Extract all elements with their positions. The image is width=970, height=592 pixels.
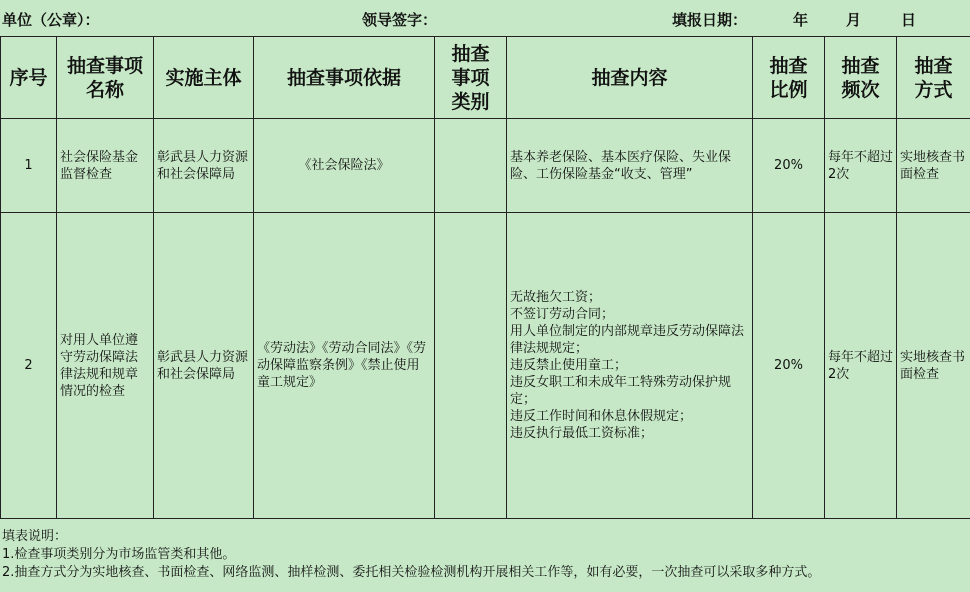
cell-frequency[interactable]: 每年不超过2次	[825, 213, 897, 519]
cell-seq[interactable]: 1	[1, 119, 57, 213]
cell-item-name[interactable]: 对用人单位遵守劳动保障法律法规和规章情况的检查	[57, 213, 154, 519]
cell-basis[interactable]: 《社会保险法》	[254, 119, 435, 213]
col-header-seq: 序号	[1, 37, 57, 119]
day-label: 日	[901, 11, 917, 29]
table-row	[1, 119, 970, 213]
cell-content[interactable]: 基本养老保险、基本医疗保险、失业保险、工伤保险基金“收支、管理”	[507, 119, 753, 213]
form-header	[0, 0, 970, 36]
cell-category[interactable]	[435, 119, 507, 213]
instructions-note-2: 2.抽查方式分为实地核查、书面检查、网络监测、抽样检测、委托相关检验检测机构开展相关工作等，如有必要，一次抽查可以采取多种方式。	[2, 565, 821, 580]
col-header-basis: 抽查事项依据	[254, 37, 435, 119]
inspection-table	[0, 36, 970, 519]
cell-entity[interactable]: 彰武县人力资源和社会保障局	[154, 213, 254, 519]
instructions-note-1: 1.检查事项类别分为市场监管类和其他。	[2, 547, 236, 562]
date-label: 填报日期：	[672, 11, 748, 29]
cell-seq[interactable]: 2	[1, 213, 57, 519]
col-header-content: 抽查内容	[507, 37, 753, 119]
instructions-title: 填表说明：	[2, 529, 68, 544]
fill-instructions	[0, 528, 970, 582]
cell-item-name[interactable]: 社会保险基金监督检查	[57, 119, 154, 213]
table-row	[1, 213, 970, 519]
col-header-frequency: 抽查 频次	[825, 37, 897, 119]
cell-ratio[interactable]: 20%	[753, 213, 825, 519]
cell-method[interactable]: 实地核查书面检查	[897, 119, 970, 213]
table-header-row	[1, 37, 970, 119]
cell-method[interactable]: 实地核查书面检查	[897, 213, 970, 519]
year-label: 年	[793, 11, 809, 29]
col-header-entity: 实施主体	[154, 37, 254, 119]
cell-basis[interactable]: 《劳动法》《劳动合同法》《劳动保障监察条例》《禁止使用童工规定》	[254, 213, 435, 519]
col-header-ratio: 抽查 比例	[753, 37, 825, 119]
month-label: 月	[846, 11, 862, 29]
unit-label: 单位（公章）：	[2, 11, 100, 29]
col-header-category: 抽查 事项 类别	[435, 37, 507, 119]
col-header-method: 抽查 方式	[897, 37, 970, 119]
col-header-item-name: 抽查事项 名称	[57, 37, 154, 119]
leader-signature-label: 领导签字：	[362, 11, 438, 29]
cell-content[interactable]: 无故拖欠工资； 不签订劳动合同； 用人单位制定的内部规章违反劳动保障法律法规规定； 违反禁止使用童工； 违反女职工和未成年工特殊劳动保护规定； 违反工作时间和休息休假规定； 违反执行最低工资标准；	[507, 213, 753, 519]
cell-ratio[interactable]: 20%	[753, 119, 825, 213]
cell-entity[interactable]: 彰武县人力资源和社会保障局	[154, 119, 254, 213]
cell-category[interactable]	[435, 213, 507, 519]
cell-frequency[interactable]: 每年不超过2次	[825, 119, 897, 213]
